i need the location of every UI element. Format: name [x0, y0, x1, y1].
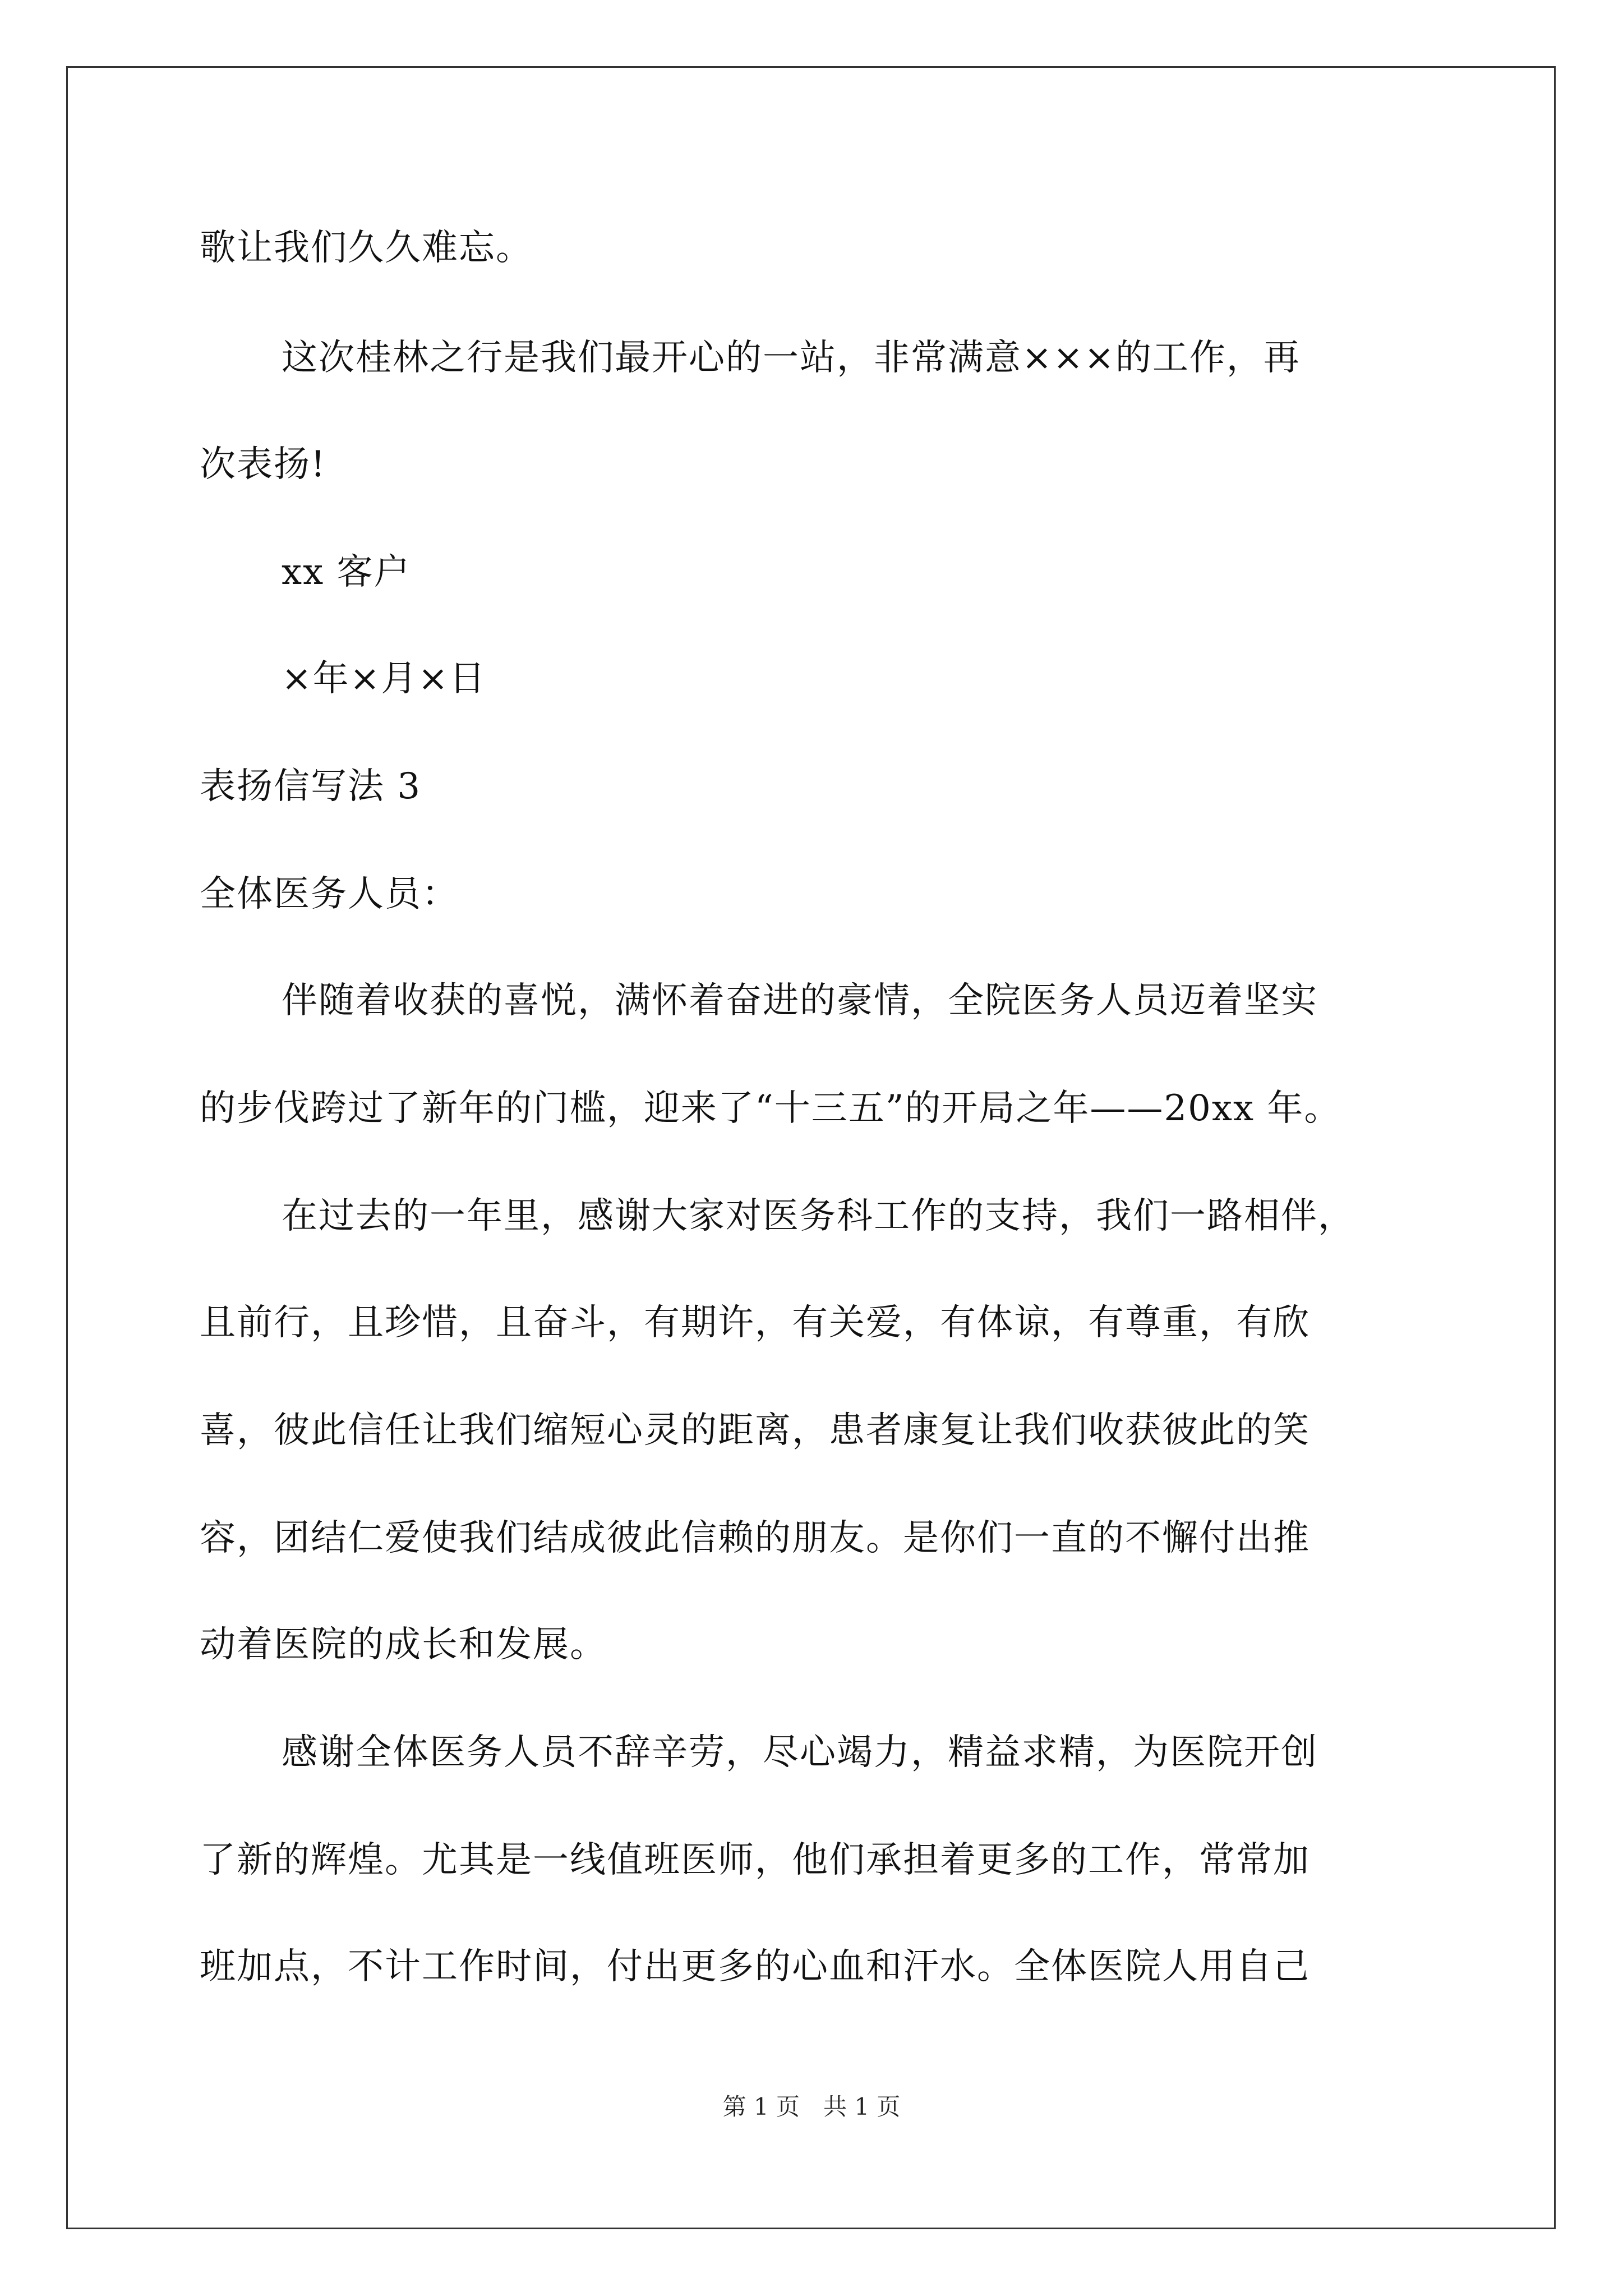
page-border — [66, 66, 1556, 2229]
text-line: ×年×月×日 — [282, 658, 486, 700]
text-line: 且前行，且珍惜，且奋斗，有期许，有关爱，有体谅，有尊重，有欣 — [200, 1302, 1310, 1343]
text-line: 动着医院的成长和发展。 — [200, 1624, 607, 1665]
text-line: 了新的辉煌。尤其是一线值班医师，他们承担着更多的工作，常常加 — [200, 1839, 1310, 1881]
text-line: 歌让我们久久难忘。 — [200, 227, 533, 269]
text-line: 的步伐跨过了新年的门槛，迎来了“十三五”的开局之年——20xx 年。 — [200, 1088, 1341, 1129]
page-footer: 第 1 页 共 1 页 — [722, 2093, 901, 2120]
text-line: 在过去的一年里，感谢大家对医务科工作的支持，我们一路相伴， — [282, 1195, 1355, 1237]
text-line: 伴随着收获的喜悦，满怀着奋进的豪情，全院医务人员迈着坚实 — [282, 980, 1318, 1022]
section-heading: 表扬信写法 3 — [200, 766, 422, 807]
text-line: xx 客户 — [282, 551, 411, 593]
text-line: 感谢全体医务人员不辞辛劳，尽心竭力，精益求精，为医院开创 — [282, 1732, 1318, 1773]
text-line: 这次桂林之行是我们最开心的一站，非常满意×××的工作，再 — [282, 337, 1301, 379]
salutation: 全体医务人员： — [200, 873, 459, 915]
text-line: 容，团结仁爱使我们结成彼此信赖的朋友。是你们一直的不懈付出推 — [200, 1517, 1310, 1559]
text-line: 班加点，不计工作时间，付出更多的心血和汗水。全体医院人用自己 — [200, 1946, 1310, 1987]
text-line: 次表扬! — [200, 444, 326, 485]
text-line: 喜，彼此信任让我们缩短心灵的距离，患者康复让我们收获彼此的笑 — [200, 1410, 1310, 1451]
